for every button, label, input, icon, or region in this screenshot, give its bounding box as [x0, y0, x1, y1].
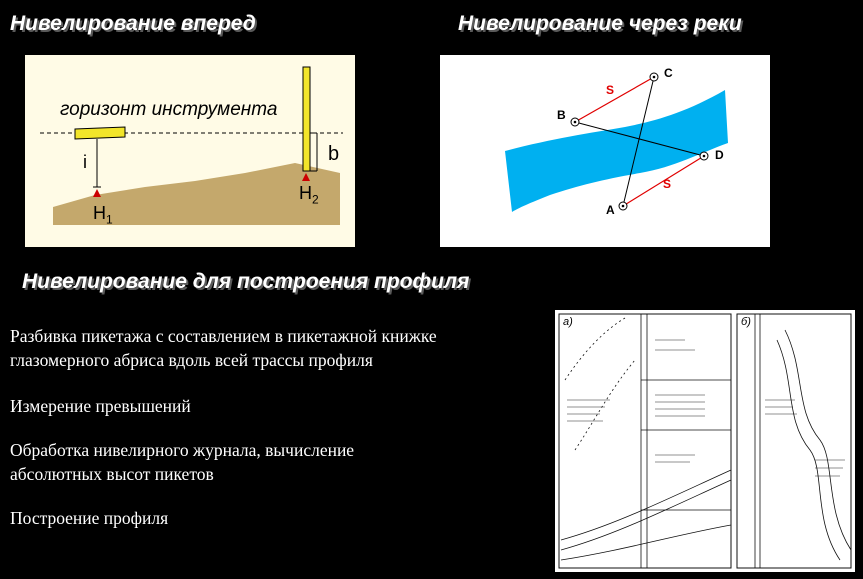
river-shape [505, 90, 728, 212]
sketch-panel-b-label: б) [741, 316, 751, 328]
point-c-icon [650, 73, 658, 81]
forward-leveling-diagram [25, 55, 355, 247]
forward-leveling-svg [25, 55, 355, 247]
level-instrument [75, 127, 125, 139]
heading-forward-leveling: Нивелирование вперед [10, 12, 256, 35]
profile-step: Разбивка пикетажа с составлением в пикетажной книжке глазомерного абриса вдоль всей трассы профиля [10, 326, 437, 370]
river-leveling-diagram [440, 55, 770, 247]
h2-label: $H_2$ [299, 183, 319, 207]
point-c-label: C [664, 66, 673, 80]
s-line-top [575, 77, 654, 122]
leveling-staff [303, 67, 310, 171]
horizon-label: горизонт инструмента [60, 99, 278, 120]
point-a-icon [619, 202, 627, 210]
sketch-panel-a-label: а) [563, 316, 573, 328]
point-a-label: A [606, 203, 615, 217]
point-b-icon [571, 118, 579, 126]
field-sketch-image [555, 310, 855, 572]
h1-label: $H_1$ [93, 203, 113, 227]
s-top-label: S [606, 83, 615, 97]
b-label: b [328, 143, 340, 165]
point-d-icon [700, 152, 708, 160]
profile-steps-list [10, 324, 550, 530]
heading-profile-leveling: Нивелирование для построения профиля [22, 270, 470, 293]
h1-marker-icon [93, 189, 101, 197]
point-d-label: D [715, 148, 724, 162]
profile-step: Построение профиля [10, 508, 169, 528]
profile-step: Измерение превышений [10, 396, 191, 416]
profile-step: Обработка нивелирного журнала, вычисление абсолютных высот пикетов [10, 440, 355, 484]
i-label: i [83, 152, 87, 172]
field-sketch-svg [555, 310, 855, 572]
point-b-label: B [557, 108, 566, 122]
s-bottom-label: S [663, 177, 672, 191]
heading-river-leveling: Нивелирование через реки [458, 12, 742, 35]
